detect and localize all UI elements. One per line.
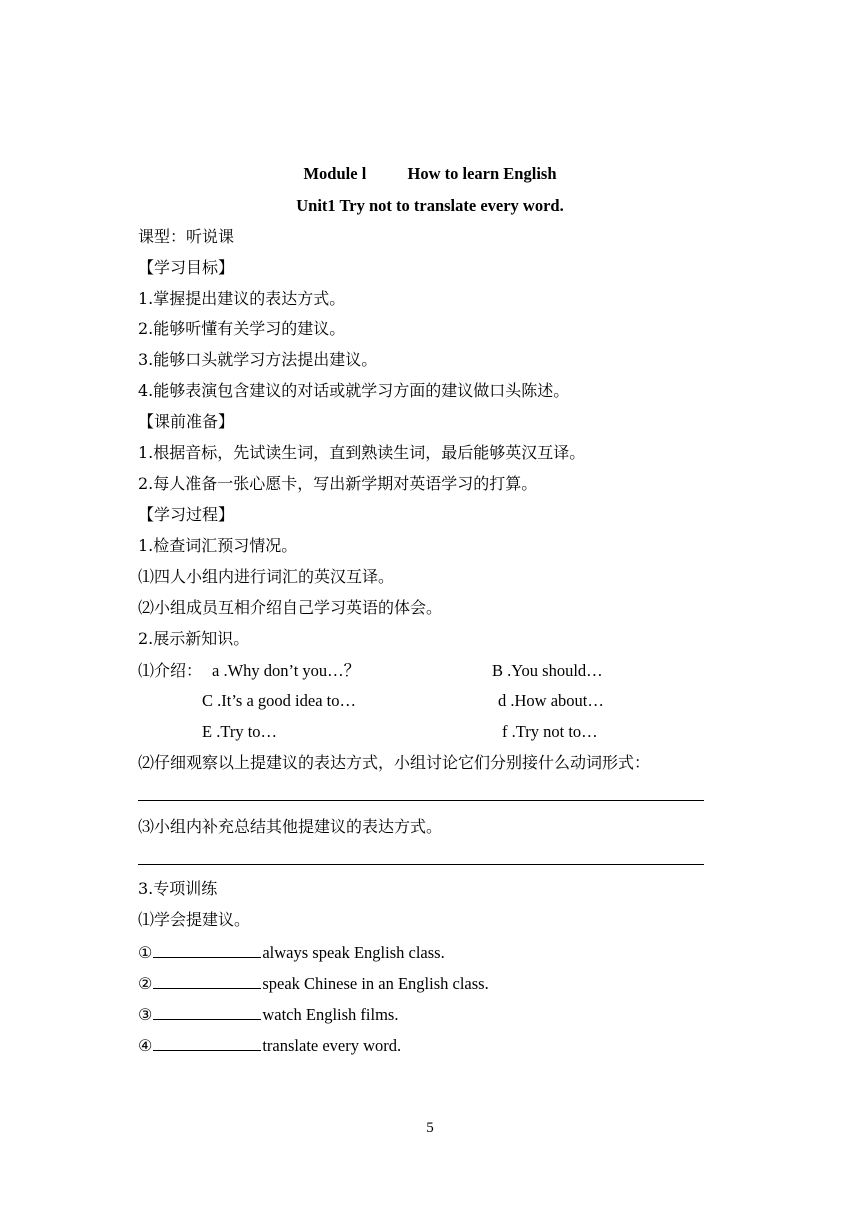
page-number: 5 — [426, 1120, 434, 1136]
exercise-text: watch English films. — [262, 1005, 399, 1024]
exercise-text: speak Chinese in an English class. — [262, 974, 489, 993]
fill-blank[interactable] — [153, 940, 261, 958]
exercise-item — [138, 1033, 401, 1057]
process-step-2c: ⑶小组内补充总结其他提建议的表达方式。 — [138, 817, 443, 836]
process-step-1: 1.检查词汇预习情况。 — [138, 536, 298, 555]
phrase-e: E .Try to… — [202, 722, 278, 741]
phrase-b: B .You should… — [492, 661, 603, 680]
exercise-marker: ② — [138, 974, 153, 993]
answer-line — [138, 800, 704, 801]
exercise-text: always speak English class. — [262, 943, 445, 962]
intro-label: ⑴介绍： — [138, 661, 203, 680]
process-heading: 【学习过程】 — [138, 505, 235, 524]
phrase-c: C .It’s a good idea to… — [202, 691, 356, 710]
process-step-3: 3.专项训练 — [138, 879, 218, 898]
exercise-marker: ④ — [138, 1036, 153, 1055]
exercise-text: translate every word. — [262, 1036, 402, 1055]
process-step-2b: ⑵仔细观察以上提建议的表达方式，小组讨论它们分别接什么动词形式： — [138, 753, 651, 772]
phrase-d: d .How about… — [498, 691, 604, 710]
objective-item: 1.掌握提出建议的表达方式。 — [138, 289, 346, 308]
preparation-item: 2.每人准备一张心愿卡，写出新学期对英语学习的打算。 — [138, 474, 538, 493]
exercise-marker: ③ — [138, 1005, 153, 1024]
process-step-1a: ⑴四人小组内进行词汇的英汉互译。 — [138, 567, 395, 586]
objective-item: 4.能够表演包含建议的对话或就学习方面的建议做口头陈述。 — [138, 381, 570, 400]
preparation-heading: 【课前准备】 — [138, 412, 235, 431]
phrase-a: a .Why don’t you…？ — [212, 661, 361, 680]
objective-item: 3.能够口头就学习方法提出建议。 — [138, 350, 378, 369]
process-step-3a: ⑴学会提建议。 — [138, 910, 251, 929]
preparation-item: 1.根据音标，先试读生词，直到熟读生词，最后能够英汉互译。 — [138, 443, 586, 462]
exercise-item — [138, 940, 445, 964]
module-title: Module l How to learn English — [303, 164, 557, 183]
exercise-item — [138, 1002, 398, 1026]
lesson-type: 课型：听说课 — [138, 227, 235, 246]
fill-blank[interactable] — [153, 971, 261, 989]
objective-item: 2.能够听懂有关学习的建议。 — [138, 319, 346, 338]
answer-line — [138, 864, 704, 865]
fill-blank[interactable] — [153, 1002, 261, 1020]
unit-title: Unit1 Try not to translate every word. — [296, 196, 564, 215]
exercise-marker: ① — [138, 943, 153, 962]
process-step-1b: ⑵小组成员互相介绍自己学习英语的体会。 — [138, 598, 443, 617]
objectives-heading: 【学习目标】 — [138, 258, 235, 277]
exercise-item — [138, 971, 489, 995]
phrase-f: f .Try not to… — [502, 722, 598, 741]
process-step-2: 2.展示新知识。 — [138, 629, 250, 648]
fill-blank[interactable] — [153, 1033, 261, 1051]
